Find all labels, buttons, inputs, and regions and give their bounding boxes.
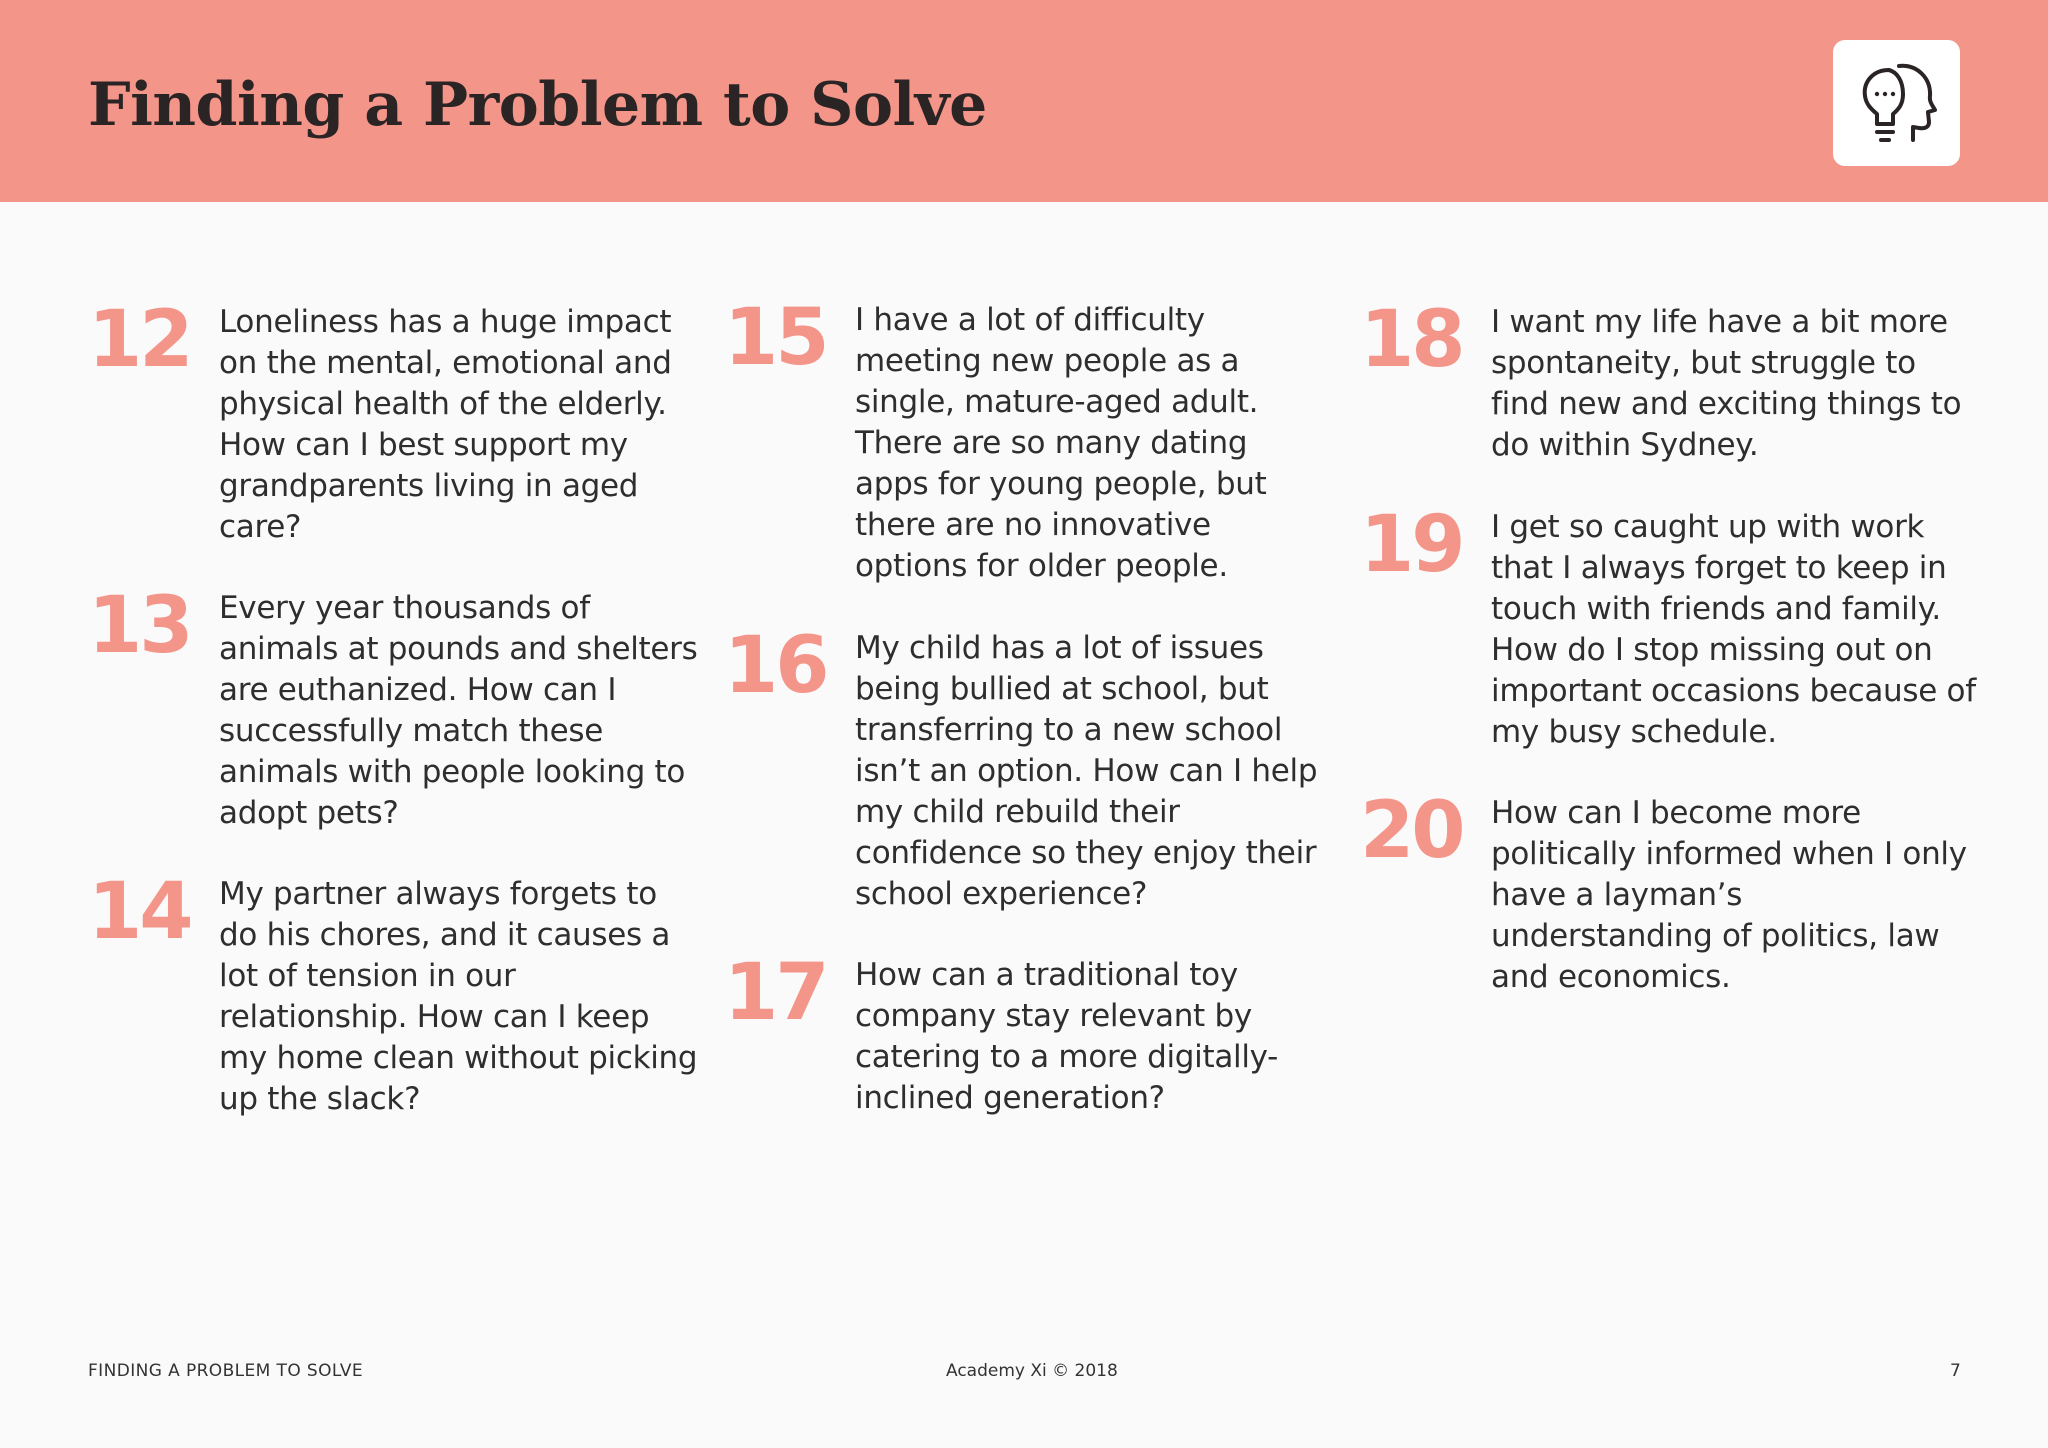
problem-number: 17 [724,948,827,1038]
problem-number: 16 [724,621,827,711]
logo-badge [1833,40,1960,166]
problem-text: My partner always forgets to do his chores, and it causes a lot of tension in our relationship. How can I keep my home clean without picking up the slack? [219,876,698,1117]
problem-number: 14 [88,867,191,957]
problem-text: Loneliness has a huge impact on the mental, emotional and physical health of the elderly. How can I best support my grandparents living in aged care? [219,304,672,545]
problem-number: 20 [1360,786,1463,876]
problem-text: Every year thousands of animals at pounds and shelters are euthanized. How can I successfully match these animals with people looking to adopt pets? [219,590,698,831]
page-number: 7 [1950,1361,1961,1381]
footer-copyright: Academy Xi © 2018 [946,1361,1118,1381]
problem-text: I get so caught up with work that I always forget to keep in touch with friends and family. How do I stop missing out on important occasions because of my busy schedule. [1491,509,1976,750]
head-lightbulb-icon [1855,60,1939,146]
problem-text: How can a traditional toy company stay relevant by catering to a more digitally-inclined generation? [855,957,1279,1116]
footer-section-title: FINDING A PROBLEM TO SOLVE [88,1361,364,1381]
page-title: Finding a Problem to Solve [88,70,987,140]
problem-number: 19 [1360,500,1463,590]
problem-text: How can I become more politically informed when I only have a layman’s understanding of politics, law and economics. [1491,795,1967,995]
problem-number: 12 [88,295,191,385]
page-header [0,0,2048,202]
problem-text: My child has a lot of issues being bullied at school, but transferring to a new school isn’t an option. How can I help my child rebuild their confidence so they enjoy their school experience? [855,630,1318,912]
problem-number: 15 [724,293,827,383]
problem-text: I have a lot of difficulty meeting new people as a single, mature-aged adult. There are so many dating apps for young people, but there are no innovative options for older people. [855,302,1267,584]
problem-text: I want my life have a bit more spontaneity, but struggle to find new and exciting things to do within Sydney. [1491,304,1962,463]
problem-number: 13 [88,581,191,671]
problem-number: 18 [1360,295,1463,385]
